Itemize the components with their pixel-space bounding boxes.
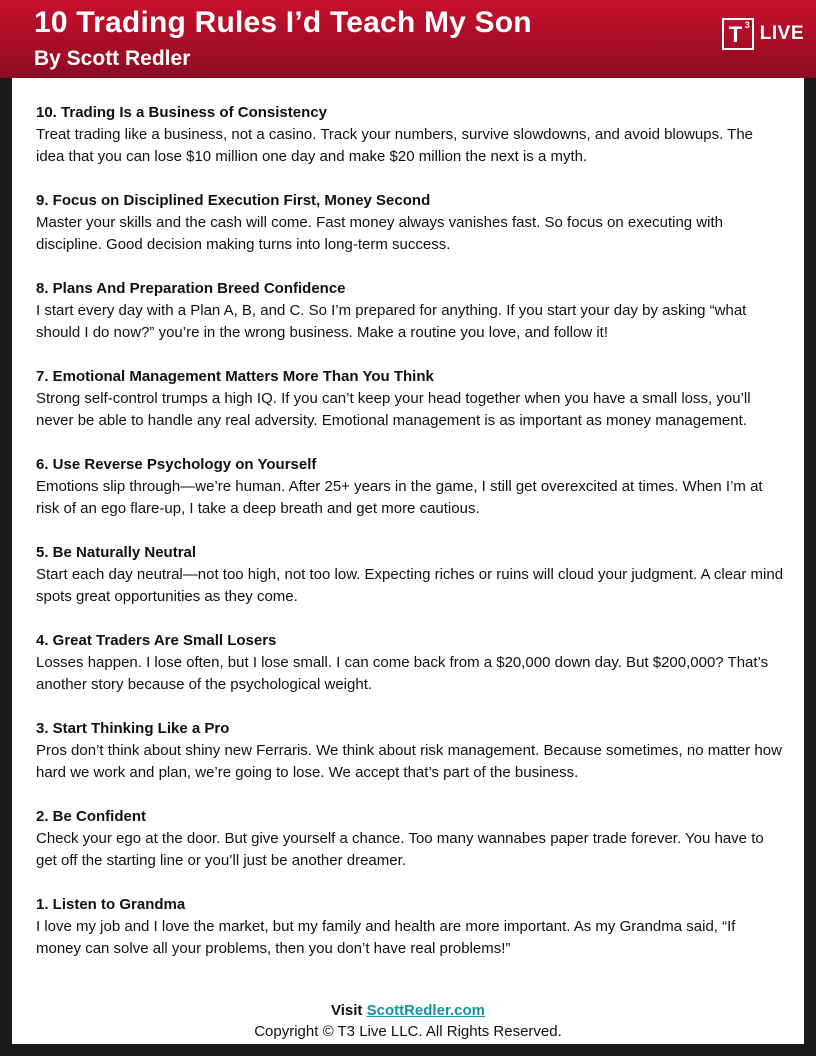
rule-item xyxy=(36,894,784,960)
header-banner xyxy=(0,0,816,78)
rule-title: 1. Listen to Grandma xyxy=(36,896,186,913)
rule-item xyxy=(36,102,784,168)
rule-text: Emotions slip through—we’re human. After 25+ years in the game, I still get overexcited at times. When I’m at risk of an ego flare-up, I take a deep breath and get more cautious. xyxy=(36,478,763,517)
rule-item xyxy=(36,454,784,520)
rule-title: 4. Great Traders Are Small Losers xyxy=(36,632,277,649)
rule-title: 7. Emotional Management Matters More Than You Think xyxy=(36,368,434,385)
logo-text: LIVE xyxy=(759,23,804,44)
visit-line xyxy=(12,1000,804,1021)
rule-title: 10. Trading Is a Business of Consistency xyxy=(36,104,327,121)
rule-text: Check your ego at the door. But give yourself a chance. Too many wannabes paper trade forever. You have to get off the starting line or you’ll just be another dreamer. xyxy=(36,830,764,869)
website-link[interactable]: ScottRedler.com xyxy=(366,1002,485,1019)
rule-item xyxy=(36,278,784,344)
rule-title: 5. Be Naturally Neutral xyxy=(36,544,197,561)
rule-item xyxy=(36,190,784,256)
rule-text: I start every day with a Plan A, B, and C. So I’m prepared for anything. If you start your day by asking “what should I do now?” you’re in the wrong business. Make a routine you love, and follow it! xyxy=(36,302,747,341)
rule-title: 2. Be Confident xyxy=(36,808,147,825)
visit-label: Visit xyxy=(331,1002,363,1019)
rule-text: Pros don’t think about shiny new Ferraris. We think about risk management. Because sometimes, no matter how hard we work and plan, we’re going to lose. We accept that’s part of the business. xyxy=(36,742,782,781)
logo-superscript: 3 xyxy=(744,20,750,30)
rule-item xyxy=(36,806,784,872)
t3-live-logo xyxy=(722,16,804,52)
rule-text: Losses happen. I lose often, but I lose small. I can come back from a $20,000 down day. But $200,000? That’s another story because of the psychological weight. xyxy=(36,654,769,693)
rule-text: Master your skills and the cash will come. Fast money always vanishes fast. So focus on executing with discipline. Good decision making turns into long-term success. xyxy=(36,214,723,253)
rules-list xyxy=(36,102,784,982)
rule-item xyxy=(36,630,784,696)
rule-title: 9. Focus on Disciplined Execution First, Money Second xyxy=(36,192,431,209)
rule-item xyxy=(36,542,784,608)
copyright-text: Copyright © T3 Live LLC. All Rights Reserved. xyxy=(254,1023,562,1040)
rule-title: 3. Start Thinking Like a Pro xyxy=(36,720,230,737)
footer xyxy=(12,1000,804,1042)
rule-item xyxy=(36,366,784,432)
logo-letter: T xyxy=(728,22,743,47)
page-title: 10 Trading Rules I’d Teach My Son xyxy=(34,6,532,39)
rule-text: Start each day neutral—not too high, not too low. Expecting riches or ruins will cloud your judgment. A clear mind spots great opportunities as they come. xyxy=(36,566,784,605)
byline: By Scott Redler xyxy=(34,47,191,70)
rule-text: I love my job and I love the market, but my family and health are more important. As my Grandma said, “If money can solve all your problems, then you don’t have real problems!” xyxy=(36,918,736,957)
t3-logo-icon xyxy=(722,18,754,50)
document-page xyxy=(12,78,804,1044)
rule-title: 8. Plans And Preparation Breed Confidence xyxy=(36,280,346,297)
rule-item xyxy=(36,718,784,784)
rule-text: Strong self-control trumps a high IQ. If you can’t keep your head together when you have a small loss, you’ll never be able to handle any real adversity. Emotional management is as important as money management. xyxy=(36,390,751,429)
rule-text: Treat trading like a business, not a casino. Track your numbers, survive slowdowns, and avoid blowups. The idea that you can lose $10 million one day and make $20 million the next is a myth. xyxy=(36,126,754,165)
rule-title: 6. Use Reverse Psychology on Yourself xyxy=(36,456,317,473)
